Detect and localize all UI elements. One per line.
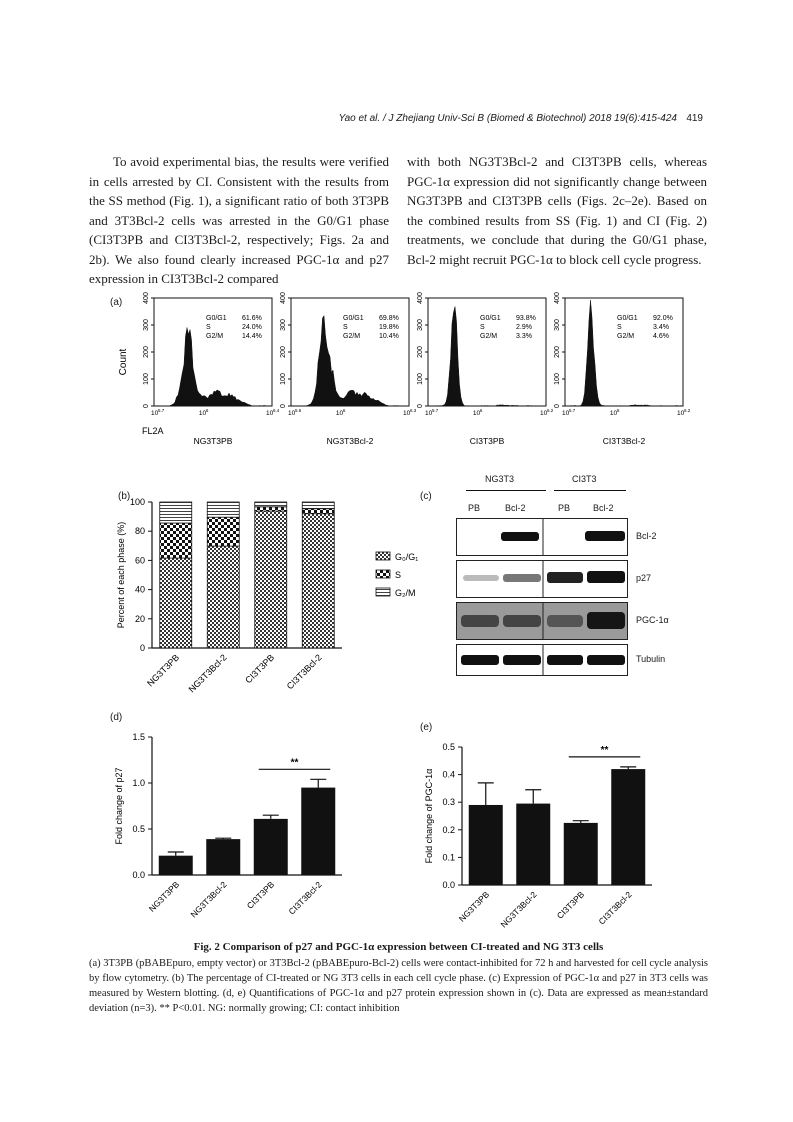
x-tick-exp: 6 (616, 408, 620, 413)
bar (469, 805, 503, 885)
x-tick-exp: 6 (205, 408, 209, 413)
histogram-1 (143, 292, 280, 446)
stat-phase-label: G0/G1 (480, 315, 501, 322)
blot-pgc1a (456, 602, 628, 640)
significance-label: ** (290, 757, 299, 769)
x-axis-label: FL2A (142, 426, 164, 436)
x-tick-exp: 5.7 (569, 408, 576, 413)
y-tick-label: 80 (134, 526, 145, 537)
paragraph: To avoid experimental bias, the results were verified in cells arrested by CI. Consistent with the results from the SS method (Fig. 1), a significant ratio of both 3T3PB and 3T3Bcl-2 cells was arrested in the G0/G1 phase (CI3T3PB and CI3T3Bcl-2, respectively; Figs. 2a and 2b). We also found clearly increased PGC-1α and p27 expression in CI3T3Bcl-2 compared (89, 154, 389, 286)
y-tick-label: 0.0 (132, 870, 145, 880)
legend-swatch (376, 588, 390, 596)
y-tick-label: 0.0 (442, 880, 455, 890)
stat-value: 19.8% (379, 324, 399, 331)
y-tick-label: 100 (129, 497, 145, 507)
y-tick-label: 0 (143, 404, 150, 408)
x-tick-label: CI3T3Bcl-2 (596, 889, 634, 927)
histogram-name: NG3T3Bcl-2 (326, 436, 374, 446)
y-axis-label: Count (118, 348, 129, 376)
histogram-name: CI3T3Bcl-2 (602, 436, 646, 446)
bar (301, 788, 335, 875)
panel-label-e: (e) (420, 722, 433, 733)
group-line-ci (554, 490, 626, 491)
stat-value: 93.8% (516, 315, 536, 322)
blot-tubulin (456, 644, 628, 676)
x-tick-exp: 5.6 (295, 408, 302, 413)
blot-bcl2 (456, 518, 628, 556)
y-tick-label: 300 (280, 319, 287, 331)
x-tick-label: NG3T3Bcl-2 (186, 652, 229, 695)
paragraph: with both NG3T3Bcl-2 and CI3T3PB cells, whereas PGC-1α expression did not significantly change between NG3T3PB and CI3T3PB cells (Figs. 2c–2e). Based on the combined results from SS (Fig. 1) and CI (Fig. 2) treatments, we conclude that during the G0/G1 phase, Bcl-2 might recruit PGC-1α to block cell cycle progress. (407, 154, 707, 267)
bar-segment-S (160, 523, 192, 558)
page-header (0, 113, 793, 129)
x-tick-base: 10 (609, 410, 618, 417)
y-tick-label: 200 (280, 346, 287, 358)
y-axis-label: Fold change of PGC-1α (424, 768, 434, 864)
y-tick-label: 200 (554, 346, 561, 358)
stat-phase-label: G2/M (206, 333, 224, 340)
x-tick-exp: 5.7 (158, 408, 165, 413)
bar (611, 769, 645, 885)
bar-segment-G2/M (160, 502, 192, 523)
x-tick-label: CI3T3PB (554, 889, 587, 921)
legend-label: G₂/M (395, 588, 416, 598)
histogram-name: NG3T3PB (193, 436, 233, 446)
stat-phase-label: G0/G1 (343, 315, 364, 322)
x-tick-exp: 6 (342, 408, 346, 413)
x-tick-base: 10 (266, 410, 274, 417)
y-tick-label: 0.5 (132, 824, 145, 834)
pgc1a-fold-change-chart (420, 735, 700, 935)
stat-phase-label: S (480, 324, 485, 331)
x-tick-base: 10 (288, 410, 296, 417)
stat-value: 69.8% (379, 315, 399, 322)
x-tick-base: 10 (198, 410, 207, 417)
x-tick-base: 10 (403, 410, 411, 417)
bar-segment-G0/G1 (255, 511, 287, 648)
caption-text: (a) 3T3PB (pBABEpuro, empty vector) or 3T3Bcl-2 (pBABEpuro-Bcl-2) cells were contact-inhibited for 72 h and harvested for cell cycle analysis by flow cytometry. (b) The percentage of CI-treated or NG 3T3 cells in each cell cycle phase. (c) Expression of PGC-1α and p27 in 3T3 cells was measured by Western blotting. (d, e) Quantifications of PGC-1α and p27 protein expression shown in (c). Data are expressed as mean±standard deviation (n=3). ** P<0.01. NG: normally growing; CI: contact inhibition (89, 958, 708, 1014)
y-tick-label: 0.4 (442, 769, 455, 780)
legend-label: S (395, 570, 402, 580)
x-tick-label: NG3T3PB (456, 889, 492, 924)
group-line-ng (466, 490, 546, 491)
bar-segment-G2/M (207, 502, 239, 517)
stat-phase-label: G0/G1 (206, 315, 227, 322)
blot-label-tubulin: Tubulin (636, 654, 666, 664)
flow-cytometry-panel (110, 288, 710, 468)
y-tick-label: 100 (554, 373, 561, 385)
panel-label-b: (b) (118, 491, 131, 502)
y-tick-label: 0 (139, 643, 145, 653)
y-tick-label: 300 (554, 319, 561, 331)
stat-phase-label: G2/M (480, 333, 498, 340)
stat-phase-label: G2/M (343, 333, 361, 340)
blot-label-pgc1a: PGC-1α (636, 615, 669, 625)
y-tick-label: 100 (417, 373, 424, 385)
y-tick-label: 0.1 (442, 852, 455, 863)
lane-label: PB (468, 503, 481, 513)
y-tick-label: 60 (134, 555, 145, 566)
y-tick-label: 200 (417, 346, 424, 358)
bar-segment-G2/M (302, 502, 334, 509)
x-tick-exp: 5.7 (432, 408, 439, 413)
y-tick-label: 1.0 (132, 778, 145, 788)
x-tick-base: 10 (335, 410, 344, 417)
group-label-ci: CI3T3 (572, 474, 597, 484)
histogram-2 (280, 292, 417, 446)
y-tick-label: 100 (280, 373, 287, 385)
y-axis-label: Percent of each phase (%) (116, 521, 126, 629)
x-tick-base: 10 (151, 410, 159, 417)
stat-phase-label: S (617, 324, 622, 331)
x-tick-exp: 6.2 (684, 408, 691, 413)
y-tick-label: 400 (417, 292, 424, 304)
lane-label: Bcl-2 (593, 503, 614, 513)
histogram-3 (417, 292, 554, 446)
legend-swatch (376, 570, 390, 578)
x-tick-label: CI3T3PB (244, 879, 277, 911)
panel-label-c: (c) (420, 491, 432, 502)
x-tick-base: 10 (472, 410, 481, 417)
stat-phase-label: S (206, 324, 211, 331)
lane-label: PB (558, 503, 571, 513)
x-tick-base: 10 (425, 410, 433, 417)
legend-label: G₀/G₁ (395, 552, 419, 562)
lane-label: Bcl-2 (505, 503, 526, 513)
x-tick-exp: 6.2 (547, 408, 554, 413)
stat-value: 61.6% (242, 315, 262, 322)
x-tick-label: CI3T3Bcl-2 (286, 879, 324, 917)
x-tick-label: NG3T3Bcl-2 (498, 889, 539, 930)
stat-value: 3.4% (653, 324, 669, 331)
bar-segment-G0/G1 (160, 558, 192, 648)
stat-phase-label: S (343, 324, 348, 331)
y-axis-label: Fold change of p27 (114, 767, 124, 845)
blot-label-bcl2: Bcl-2 (636, 531, 657, 541)
histogram-4 (554, 292, 691, 446)
histogram-name: CI3T3PB (469, 436, 505, 446)
bar-segment-G0/G1 (302, 514, 334, 648)
y-tick-label: 100 (143, 373, 150, 385)
stat-value: 2.9% (516, 324, 532, 331)
stat-value: 14.4% (242, 333, 262, 340)
stat-phase-label: G0/G1 (617, 315, 638, 322)
significance-label: ** (600, 744, 609, 756)
x-tick-base: 10 (540, 410, 548, 417)
bar (254, 819, 288, 875)
body-column-right (407, 152, 707, 269)
x-tick-label: NG3T3PB (146, 879, 182, 914)
y-tick-label: 0 (554, 404, 561, 408)
legend-swatch (376, 552, 390, 560)
y-tick-label: 40 (134, 584, 145, 595)
x-tick-label: CI3T3Bcl-2 (284, 652, 324, 692)
page-number: 419 (686, 113, 703, 124)
y-tick-label: 0.2 (442, 824, 455, 835)
bar (516, 804, 550, 885)
caption-title: Fig. 2 Comparison of p27 and PGC-1α expression between CI-treated and NG 3T3 cells (193, 941, 604, 953)
x-tick-label: NG3T3PB (145, 652, 182, 689)
y-tick-label: 200 (143, 346, 150, 358)
y-tick-label: 0 (280, 404, 287, 408)
y-tick-label: 0 (417, 404, 424, 408)
y-tick-label: 400 (143, 292, 150, 304)
stat-value: 4.6% (653, 333, 669, 340)
x-tick-exp: 6.4 (273, 408, 280, 413)
blot-p27 (456, 560, 628, 598)
x-tick-label: NG3T3Bcl-2 (188, 879, 229, 920)
x-tick-base: 10 (677, 410, 685, 417)
running-head: Yao et al. / J Zhejiang Univ-Sci B (Biomed & Biotechnol) 2018 19(6):415-424 (338, 113, 677, 124)
stat-value: 24.0% (242, 324, 262, 331)
stat-value: 92.0% (653, 315, 673, 322)
bar-segment-S (207, 517, 239, 546)
y-tick-label: 0.3 (442, 797, 455, 808)
x-tick-base: 10 (562, 410, 570, 417)
phase-percentage-chart (110, 492, 430, 702)
group-label-ng: NG3T3 (485, 474, 515, 484)
stat-value: 10.4% (379, 333, 399, 340)
y-tick-label: 1.5 (132, 732, 145, 742)
y-tick-label: 400 (554, 292, 561, 304)
p27-fold-change-chart (110, 725, 390, 925)
y-tick-label: 400 (280, 292, 287, 304)
y-tick-label: 20 (134, 613, 145, 624)
bar-segment-G2/M (255, 502, 287, 507)
bar (564, 823, 598, 885)
panel-label-d: (d) (110, 712, 123, 723)
y-tick-label: 0.5 (442, 742, 455, 752)
x-tick-exp: 6 (479, 408, 483, 413)
panel-label-a: (a) (110, 297, 123, 308)
stat-phase-label: G2/M (617, 333, 635, 340)
bar (159, 856, 193, 875)
stat-value: 3.3% (516, 333, 532, 340)
blot-label-p27: p27 (636, 573, 652, 583)
y-tick-label: 300 (417, 319, 424, 331)
y-tick-label: 300 (143, 319, 150, 331)
x-tick-label: CI3T3PB (243, 652, 277, 686)
bar-segment-S (255, 507, 287, 511)
bar-segment-S (302, 509, 334, 514)
bar-segment-G0/G1 (207, 546, 239, 648)
body-column-left (89, 152, 389, 289)
figure-caption (89, 940, 708, 1016)
x-tick-exp: 6.3 (410, 408, 417, 413)
bar (206, 839, 240, 875)
